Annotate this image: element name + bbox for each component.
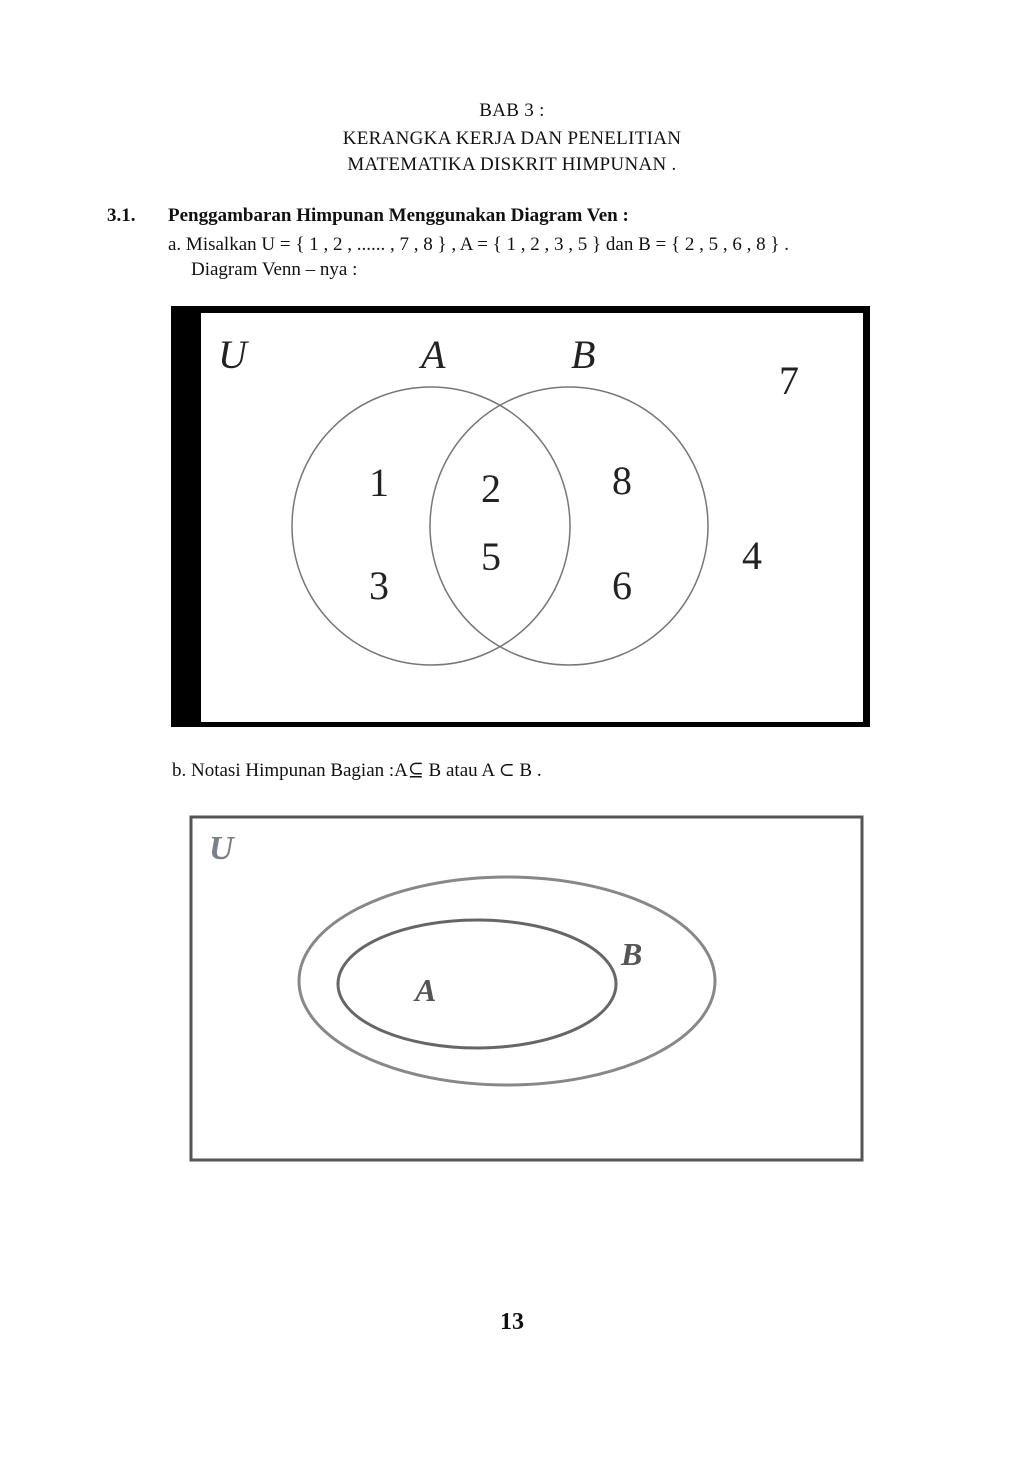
universe-label: U	[209, 830, 234, 867]
frame-right-edge	[863, 307, 869, 726]
set-a-label: A	[415, 972, 437, 1008]
item-a-statement: a. Misalkan U = { 1 , 2 , ...... , 7 , 8 } , A = { 1 , 2 , 3 , 5 } dan B = { 2 , 5 , 6 , 8 } .	[168, 234, 789, 255]
frame-top-edge	[172, 307, 869, 313]
element-outside: 7	[779, 358, 799, 403]
chapter-label: BAB 3 :	[479, 100, 545, 121]
venn-diagram-union	[171, 306, 871, 728]
element-intersection: 2	[481, 466, 501, 511]
chapter-title-line2: MATEMATIKA DISKRIT HIMPUNAN .	[347, 154, 677, 175]
universe-label: U	[218, 332, 247, 377]
frame-bottom-edge	[172, 722, 869, 726]
page-number: 13	[500, 1309, 524, 1335]
item-b-notation: b. Notasi Himpunan Bagian :A⊆ B atau A ⊂ B .	[172, 760, 542, 781]
element-only-b: 8	[612, 458, 632, 503]
set-b-label: B	[621, 936, 643, 972]
element-only-a: 3	[369, 563, 389, 608]
frame-left-bar	[172, 307, 201, 726]
item-a-caption: Diagram Venn – nya :	[191, 259, 358, 280]
section-number: 3.1.	[107, 205, 136, 226]
element-only-a: 1	[369, 460, 389, 505]
set-a-label: A	[421, 332, 446, 377]
chapter-title-line1: KERANGKA KERJA DAN PENELITIAN	[342, 128, 682, 149]
universe-frame	[191, 817, 862, 1160]
element-only-b: 6	[612, 563, 632, 608]
element-outside: 4	[742, 533, 762, 578]
element-intersection: 5	[481, 534, 501, 579]
universe-frame	[172, 307, 869, 726]
section-title: Penggambaran Himpunan Menggunakan Diagram Ven :	[168, 205, 629, 226]
venn-diagram-subset	[189, 815, 865, 1164]
set-b-label: B	[571, 332, 596, 377]
